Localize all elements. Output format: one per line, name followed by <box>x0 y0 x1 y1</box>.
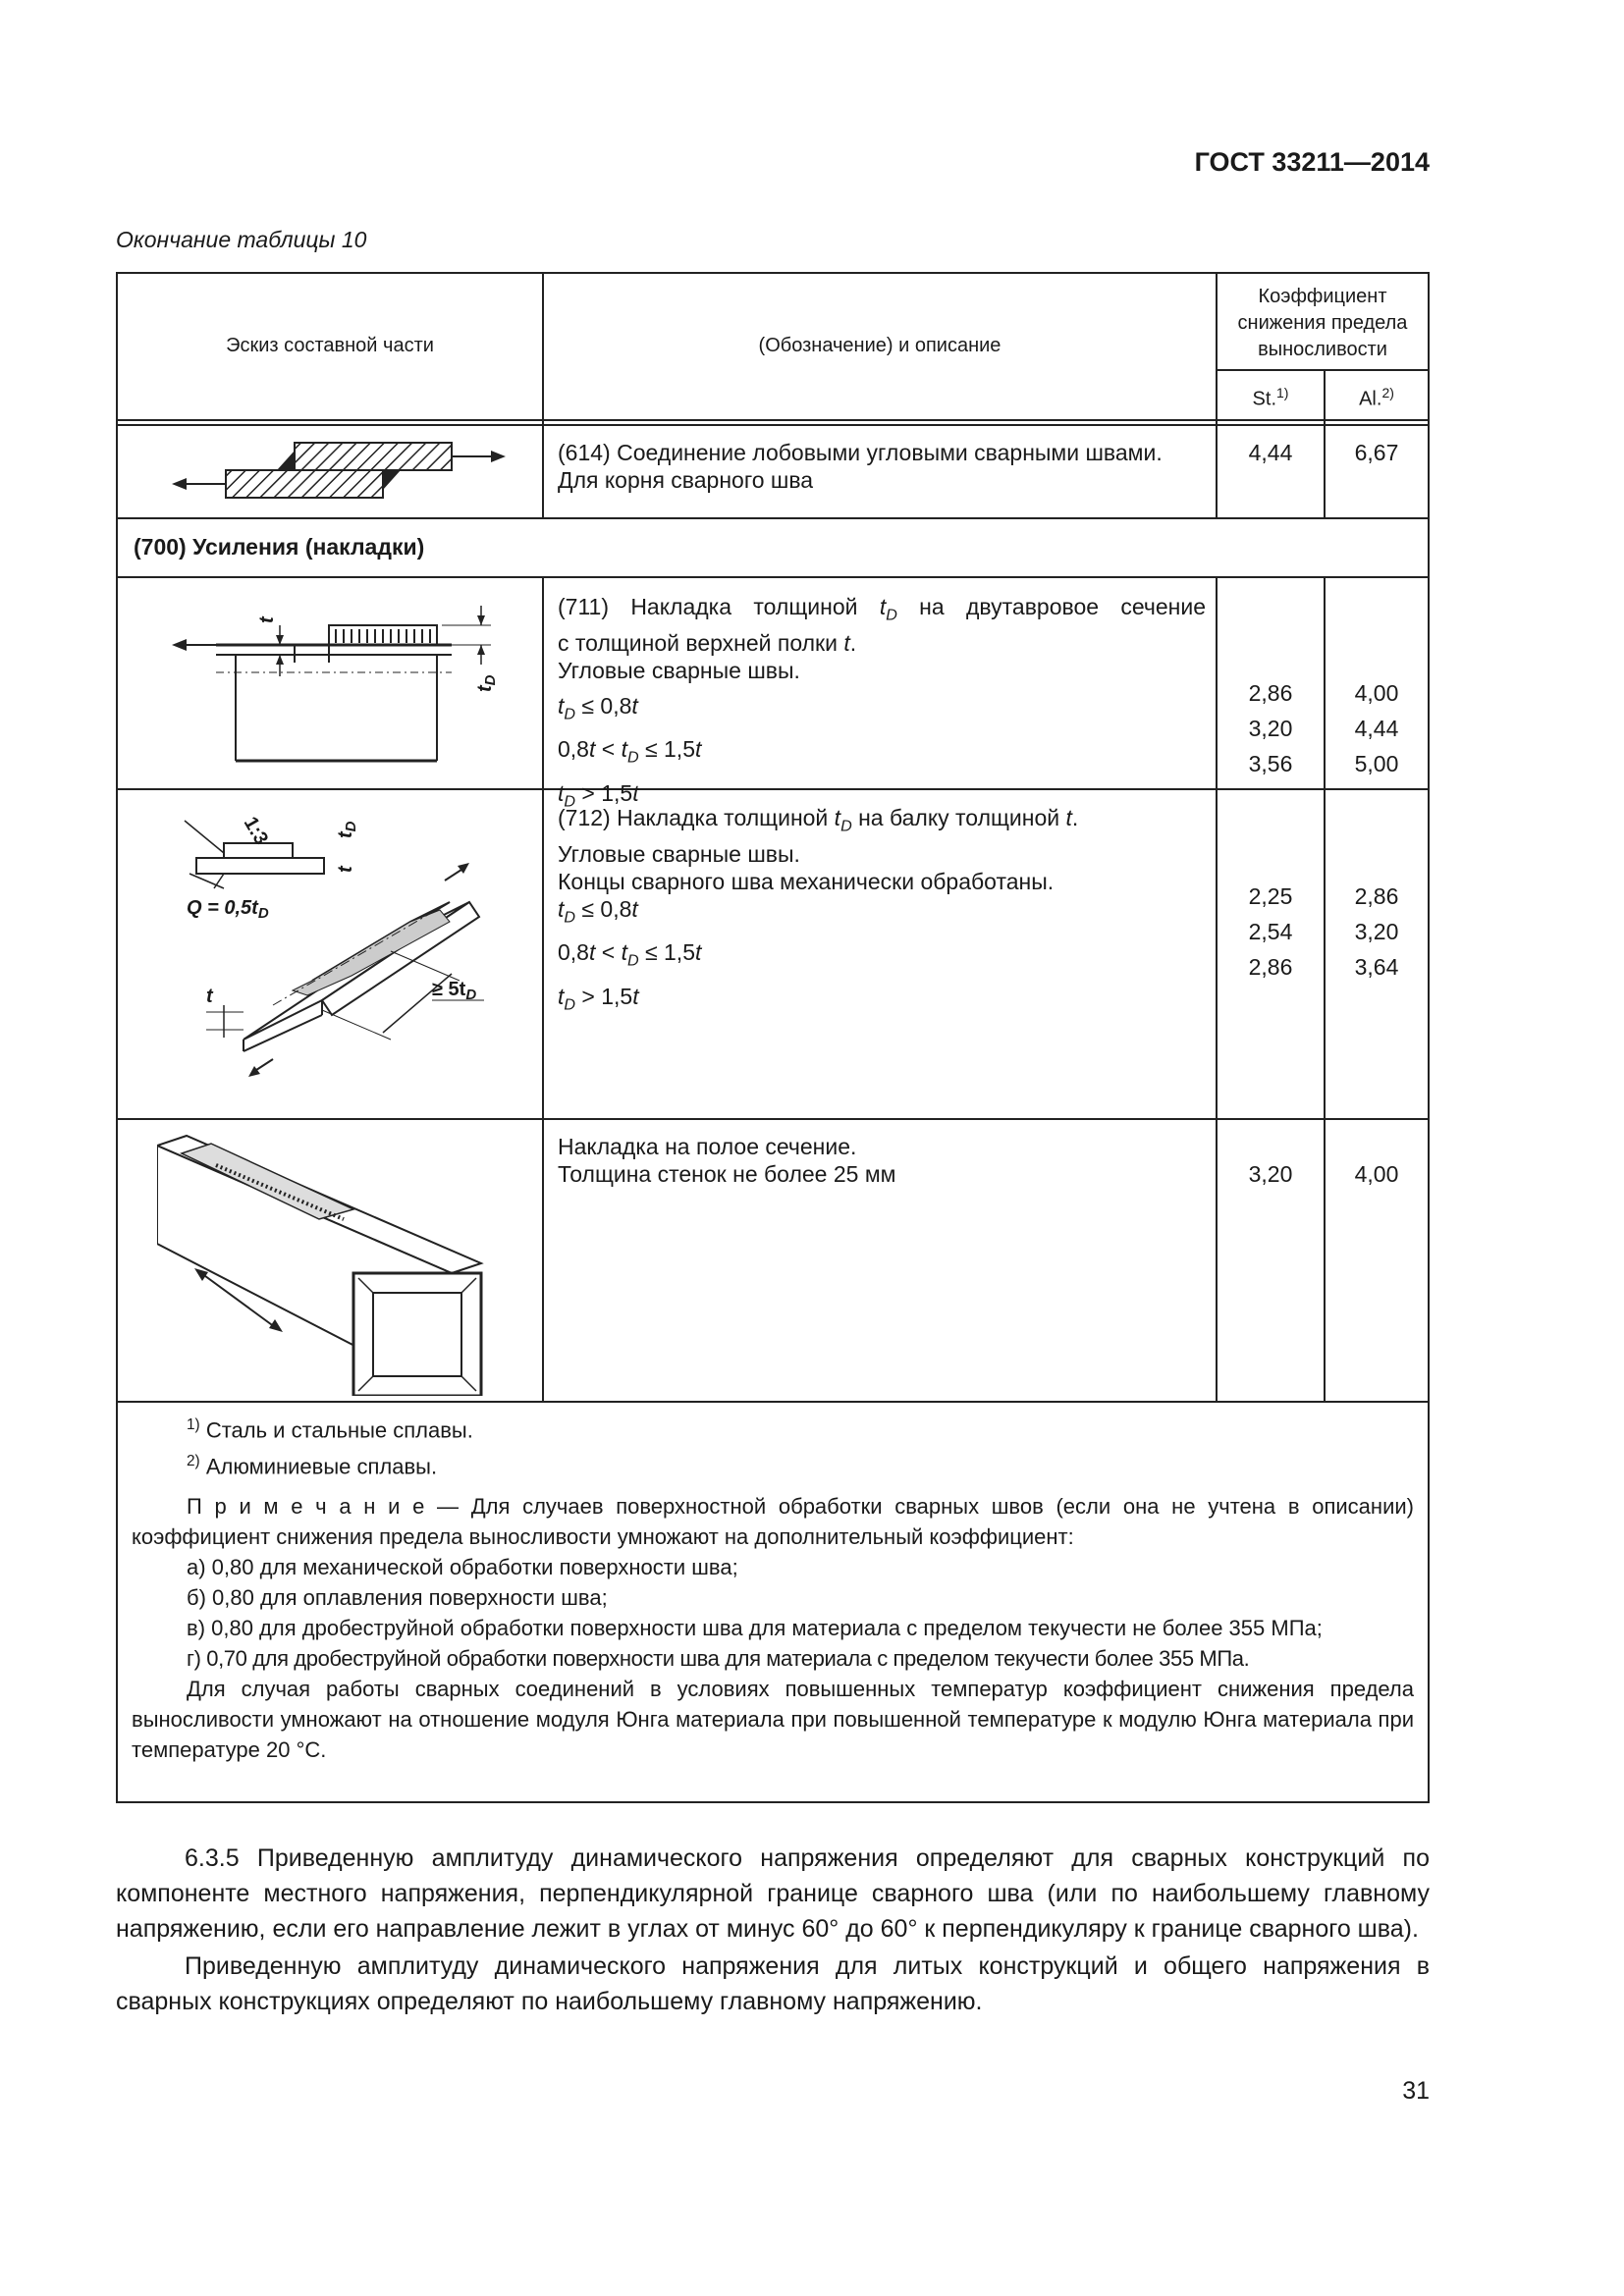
sketch712-t-label: t <box>206 986 213 1007</box>
note-item-a: а) 0,80 для механической обработки поверхности шва; <box>187 1555 738 1579</box>
row711-al-3: 5,00 <box>1354 751 1399 776</box>
sketch712-slope-label: 1:3 <box>239 813 273 849</box>
coef-sub-line <box>1216 369 1428 371</box>
sketch712-t-top-label: t <box>335 866 356 873</box>
row712-bottom-line <box>118 1118 1428 1120</box>
row711-line1: (711) Накладка толщиной $t_D$ на двутавровое сечение <box>558 594 1207 624</box>
weld-right <box>383 470 401 490</box>
hollow-st: 3,20 <box>1248 1161 1293 1187</box>
table-10 <box>116 272 1430 1803</box>
vline-1a <box>542 274 544 517</box>
row712-st-1: 2,25 <box>1248 883 1293 909</box>
arrow-right <box>491 451 506 462</box>
st-sup: 1) <box>1276 385 1289 400</box>
row712-st-3: 2,86 <box>1248 954 1293 980</box>
paragraph-cast: Приведенную амплитуду динамического напряжения для литых конструкций и общего напряжения в сварных конструкциях определяют по наибольшему главному напряжению. <box>116 1952 1430 2015</box>
note-item-d: г) 0,70 для дробеструйной обработки поверхности шва для материала с пределом текучести более 355 МПа. <box>187 1646 1250 1671</box>
weld-left <box>277 451 295 470</box>
note-intro: П р и м е ч а н и е — Для случаев поверхностной обработки сварных швов (если она не учтена в описании) коэффициент снижения предела выносливости умножают на дополнительный коэффициент: <box>132 1494 1414 1549</box>
row712-al <box>1326 879 1428 985</box>
note-item-c: в) 0,80 для дробеструйной обработки поверхности шва для материала с пределом текучести не более 355 МПа; <box>187 1616 1323 1640</box>
vline-1b <box>542 576 544 1401</box>
row711-st-1: 2,86 <box>1248 680 1293 706</box>
sketch711-td-main: t <box>474 685 496 692</box>
row712-st <box>1218 879 1324 985</box>
row711-cond2: $0,8t < t_D \le 1,5t$ <box>558 736 702 767</box>
row711-line2: с толщиной верхней полки t. <box>558 629 857 656</box>
sketch711-td-sub: D <box>482 674 499 686</box>
row711-al-1: 4,00 <box>1354 680 1399 706</box>
sketch712-q-label: $Q = 0,5t_D$ <box>187 897 269 922</box>
row712-line3: Концы сварного шва механически обработаны. <box>558 868 1055 894</box>
row712-cond3: $t_D > 1,5t$ <box>558 983 639 1014</box>
row712-al-3: 3,64 <box>1354 954 1399 980</box>
row712-st-2: 2,54 <box>1248 919 1293 944</box>
sketch711-t-label: t <box>256 616 278 623</box>
hollow-description <box>558 1133 1206 1188</box>
row711-st-2: 3,20 <box>1248 716 1293 741</box>
col-header-st <box>1218 380 1324 413</box>
col-header-sketch: Эскиз составной части <box>226 335 434 356</box>
row712-description <box>558 804 1206 1018</box>
row712-cond2: $0,8t < t_D \le 1,5t$ <box>558 939 702 970</box>
sketch-711 <box>157 586 530 782</box>
header-bottom-double-line <box>118 424 1428 426</box>
row711-cond1: $t_D \le 0,8t$ <box>558 692 638 723</box>
table-caption: Окончание таблицы 10 <box>116 227 367 252</box>
hollow-bottom-line <box>118 1401 1428 1403</box>
footnotes <box>187 1410 1365 1483</box>
hollow-line2: Толщина стенок не более 25 мм <box>558 1161 896 1187</box>
col-header-al <box>1326 380 1428 413</box>
note-label: П р и м е ч а н и е <box>187 1494 425 1519</box>
row711-al <box>1326 675 1428 781</box>
upper-plate <box>295 443 452 470</box>
table-note <box>132 1491 1414 1765</box>
lower-plate <box>226 470 383 498</box>
row712-cond1: $t_D \le 0,8t$ <box>558 895 638 927</box>
row711-st <box>1218 675 1324 781</box>
note-closing: Для случая работы сварных соединений в условиях повышенных температур коэффициент снижения предела выносливости умножают на отношение модуля Юнга материала при повышенной температуре к модулю Юнга материала при температуре 20 °С. <box>132 1677 1414 1762</box>
note-item-b: б) 0,80 для оплавления поверхности шва; <box>187 1585 608 1610</box>
arrow-left <box>172 478 187 490</box>
row712-al-1: 2,86 <box>1354 883 1399 909</box>
row711-description <box>558 593 1206 815</box>
sketch-hollow-section <box>157 1126 530 1396</box>
hollow-al: 4,00 <box>1354 1161 1399 1187</box>
row712-al-2: 3,20 <box>1354 919 1399 944</box>
header-bottom-line <box>118 419 1428 421</box>
sketch712-td-label: $t_D$ <box>335 821 359 838</box>
row711-st-3: 3,56 <box>1248 751 1293 776</box>
sketch-614 <box>157 433 530 511</box>
hollow-line1: Накладка на полое сечение. <box>558 1134 857 1159</box>
footnote-2: $^{2)}$ Алюминиевые сплавы. <box>187 1453 438 1479</box>
page-number: 31 <box>1402 2077 1430 2105</box>
sketch711-td-label <box>474 674 499 692</box>
paragraph-6-3-5: 6.3.5 Приведенную амплитуду динамического напряжения определяют для сварных конструкций по компоненте местного напряжения, перпендикулярной границе сварного шва (или по наибольшему главному напряжению, если его направление лежит в углах от минус 60° до 60° к перпендикуляру к границе сварного шва). <box>116 1844 1430 1943</box>
footnote-1: $^{1)}$ Сталь и стальные сплавы. <box>187 1416 473 1443</box>
row614-line2: Для корня сварного шва <box>558 467 814 493</box>
row614-bottom-line <box>118 517 1428 519</box>
row711-al-2: 4,44 <box>1354 716 1399 741</box>
row711-line3: Угловые сварные швы. <box>558 657 800 683</box>
al-label: Al. <box>1359 388 1382 410</box>
section-700-title: (700) Усиления (накладки) <box>134 534 425 560</box>
row614-line1: (614) Соединение лобовыми угловыми сварными швами. <box>558 440 1163 465</box>
row711-cond3: $t_D > 1,5t$ <box>558 779 639 811</box>
row712-line2: Угловые сварные швы. <box>558 840 800 867</box>
section700-bottom-line <box>118 576 1428 578</box>
row614-al: 6,67 <box>1354 440 1399 465</box>
row614-st: 4,44 <box>1248 440 1293 465</box>
col-header-description: (Обозначение) и описание <box>758 335 1001 356</box>
sketch712-ge-label: ≥ $5t_D$ <box>432 979 477 1003</box>
document-id: ГОСТ 33211—2014 <box>1194 147 1430 177</box>
row712-line1: (712) Накладка толщиной $t_D$ на балку толщиной t. <box>558 805 1079 835</box>
body-text <box>116 1841 1430 2019</box>
sketch-712 <box>126 794 538 1113</box>
st-label: St. <box>1252 388 1276 410</box>
row614-description <box>558 439 1206 494</box>
col-header-coef: Коэффициент снижения предела выносливости <box>1237 286 1408 360</box>
al-sup: 2) <box>1381 385 1394 400</box>
